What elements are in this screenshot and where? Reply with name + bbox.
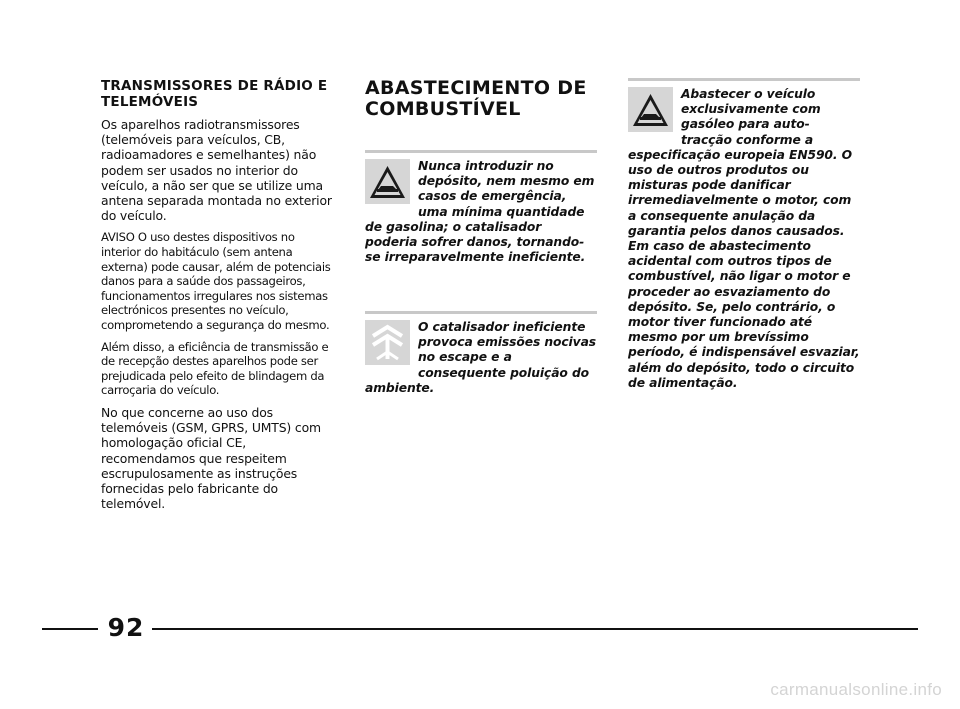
watermark: carmanualsonline.info (770, 680, 942, 699)
warning-rule (365, 311, 597, 314)
footer-rule-left (42, 628, 98, 630)
car-warning-triangle-icon (628, 87, 673, 132)
warning-text-gasoline: Nunca introduzir no depósito, nem mesmo em casos de emergência, uma mínima quantidade de gasolina; o catalisador poderia sofrer danos, tornando-se irreparavelmente ineficiente. (365, 159, 595, 265)
warning-rule (365, 150, 597, 153)
warning-box-catalyst (365, 311, 597, 396)
fuel-section (365, 77, 597, 395)
radio-section-title: TRANSMISSORES DE RÁDIO E TELEMÓVEIS (101, 78, 328, 110)
warning-rule (628, 78, 860, 81)
radio-paragraph-2: AVISO O uso destes dispositivos no interior do habitáculo (sem antena externa) pode causar, além de potenciais danos para a saúde dos passageiros, funcionamentos irregulares nos sistemas electrónicos presentes no veículo, comprometendo a segurança do mesmo. (101, 230, 331, 332)
radio-section (101, 78, 333, 518)
warning-box-gasoline (365, 150, 597, 265)
warning-text-catalyst: O catalisador ineficiente provoca emissões nocivas no escape e a consequente poluição do ambiente. (365, 320, 596, 395)
radio-paragraph-1: Os aparelhos radiotransmissores (telemóveis para veículos, CB, radioamadores e semelhantes) não podem ser usados no interior do veículo, a não ser que se utilize uma antena separada montada no exterior do veículo. (101, 117, 332, 224)
environment-chevron-icon (365, 320, 410, 365)
radio-paragraph-4: No que concerne ao uso dos telemóveis (GSM, GPRS, UMTS) com homologação oficial CE, recomendamos que respeitem escrupulosamente as instruções fornecidas pelo fabricante do telemóvel. (101, 404, 321, 512)
warning-text-diesel: Abastecer o veículo exclusivamente com gasóleo para auto-tracção conforme a especificação europeia EN590. O uso de outros produtos ou misturas pode danificar irremediavelmente o motor, com a consequente anulação da garantia pelos danos causados. Em caso de abastecimento acidental com outros tipos de combustível, não ligar o motor e proceder ao esvaziamento do depósito. Se, pelo contrário, o motor tiver funcionado até mesmo por um brevíssimo período, é indispensável esvaziar, além do depósito, todo o circuito de alimentação. (628, 87, 860, 390)
page-number: 92 (107, 613, 145, 642)
radio-paragraph-3: Além disso, a eficiência de transmissão e de recepção destes aparelhos pode ser prejudicada pelo efeito de blindagem da carroçaria do veículo. (101, 339, 329, 398)
car-warning-triangle-icon (365, 159, 410, 204)
warning-box-diesel (628, 78, 860, 391)
fuel-section-title: ABASTECIMENTO DE COMBUSTÍVEL (365, 77, 587, 120)
footer-rule-right (152, 628, 918, 630)
